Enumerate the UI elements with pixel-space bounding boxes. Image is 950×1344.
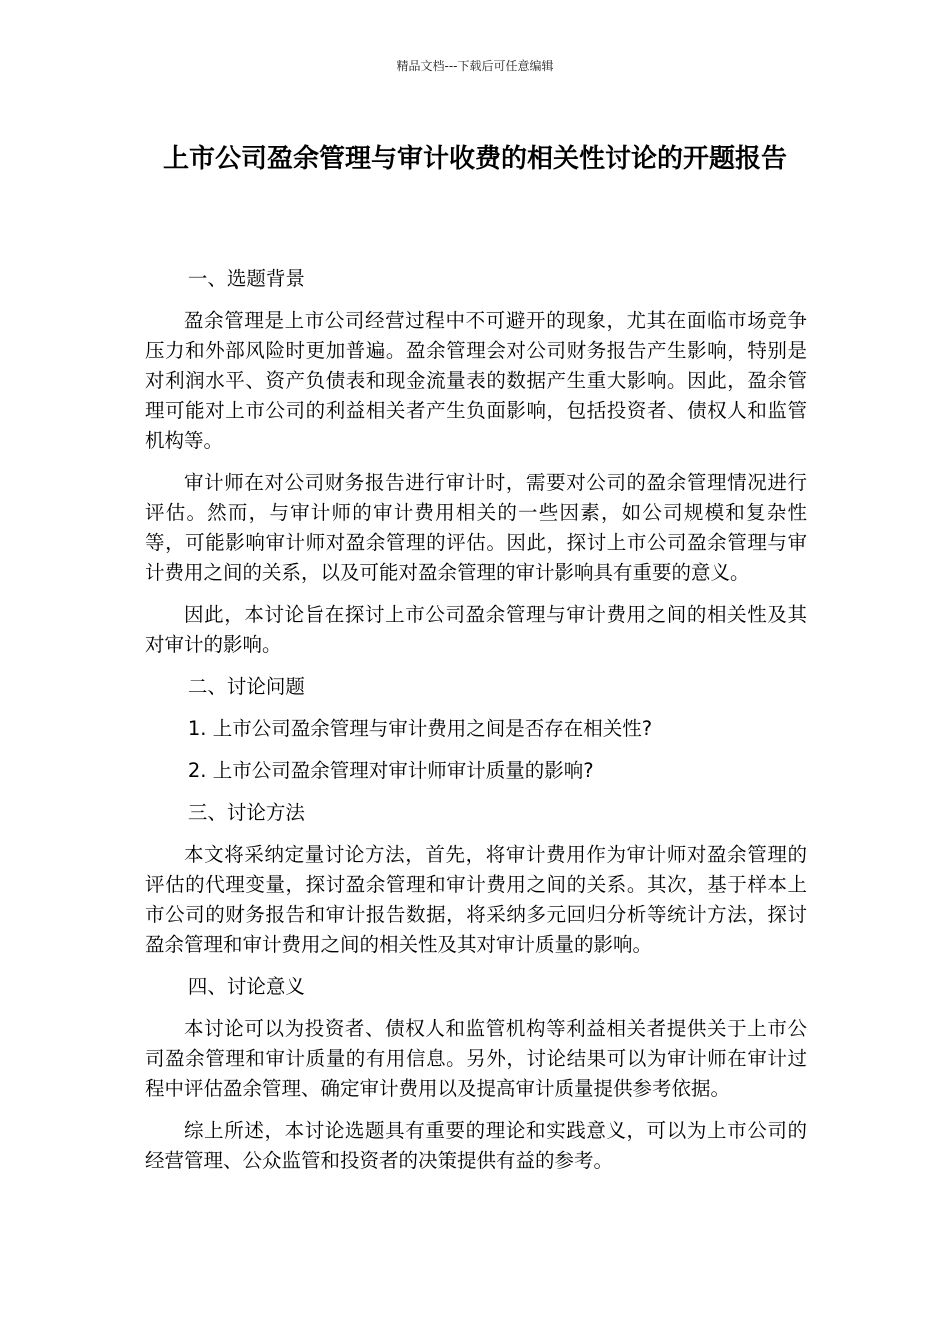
document-title: 上市公司盈余管理与审计收费的相关性讨论的开题报告 [162,144,787,174]
paragraph: 盈余管理是上市公司经营过程中不可避开的现象，尤其在面临市场竞争压力和外部风险时更加普遍。盈余管理会对公司财务报告产生影响，特别是对利润水平、资产负债表和现金流量表的数据产生重大影响。因此，盈余管理可能对上市公司的利益相关者产生负面影响，包括投资者、债权人和监管机构等。 [145,309,807,452]
paragraph: 因此，本讨论旨在探讨上市公司盈余管理与审计费用之间的相关性及其对审计的影响。 [145,603,807,656]
section-heading-methods: 三、讨论方法 [187,801,305,824]
document-body [145,264,807,1188]
section-heading-questions: 二、讨论问题 [187,675,305,698]
question-item: 1. 上市公司盈余管理与审计费用之间是否存在相关性? [187,717,653,740]
section-heading-background: 一、选题背景 [187,267,305,290]
paragraph: 本讨论可以为投资者、债权人和监管机构等利益相关者提供关于上市公司盈余管理和审计质量的有用信息。另外，讨论结果可以为审计师在审计过程中评估盈余管理、确定审计费用以及提高审计质量提供参考依据。 [145,1017,807,1100]
page-header: 精品文档---下载后可任意编辑 [396,59,554,73]
paragraph: 本文将采纳定量讨论方法，首先，将审计费用作为审计师对盈余管理的评估的代理变量，探讨盈余管理和审计费用之间的关系。其次，基于样本上市公司的财务报告和审计报告数据，将采纳多元回归分析等统计方法，探讨盈余管理和审计费用之间的相关性及其对审计质量的影响。 [145,843,807,956]
section-heading-significance: 四、讨论意义 [187,975,305,998]
question-item: 2. 上市公司盈余管理对审计师审计质量的影响? [187,759,594,782]
paragraph: 综上所述，本讨论选题具有重要的理论和实践意义，可以为上市公司的经营管理、公众监管和投资者的决策提供有益的参考。 [145,1119,807,1172]
paragraph: 审计师在对公司财务报告进行审计时，需要对公司的盈余管理情况进行评估。然而，与审计师的审计费用相关的一些因素，如公司规模和复杂性等，可能影响审计师对盈余管理的评估。因此，探讨上市公司盈余管理与审计费用之间的关系，以及可能对盈余管理的审计影响具有重要的意义。 [145,471,807,584]
